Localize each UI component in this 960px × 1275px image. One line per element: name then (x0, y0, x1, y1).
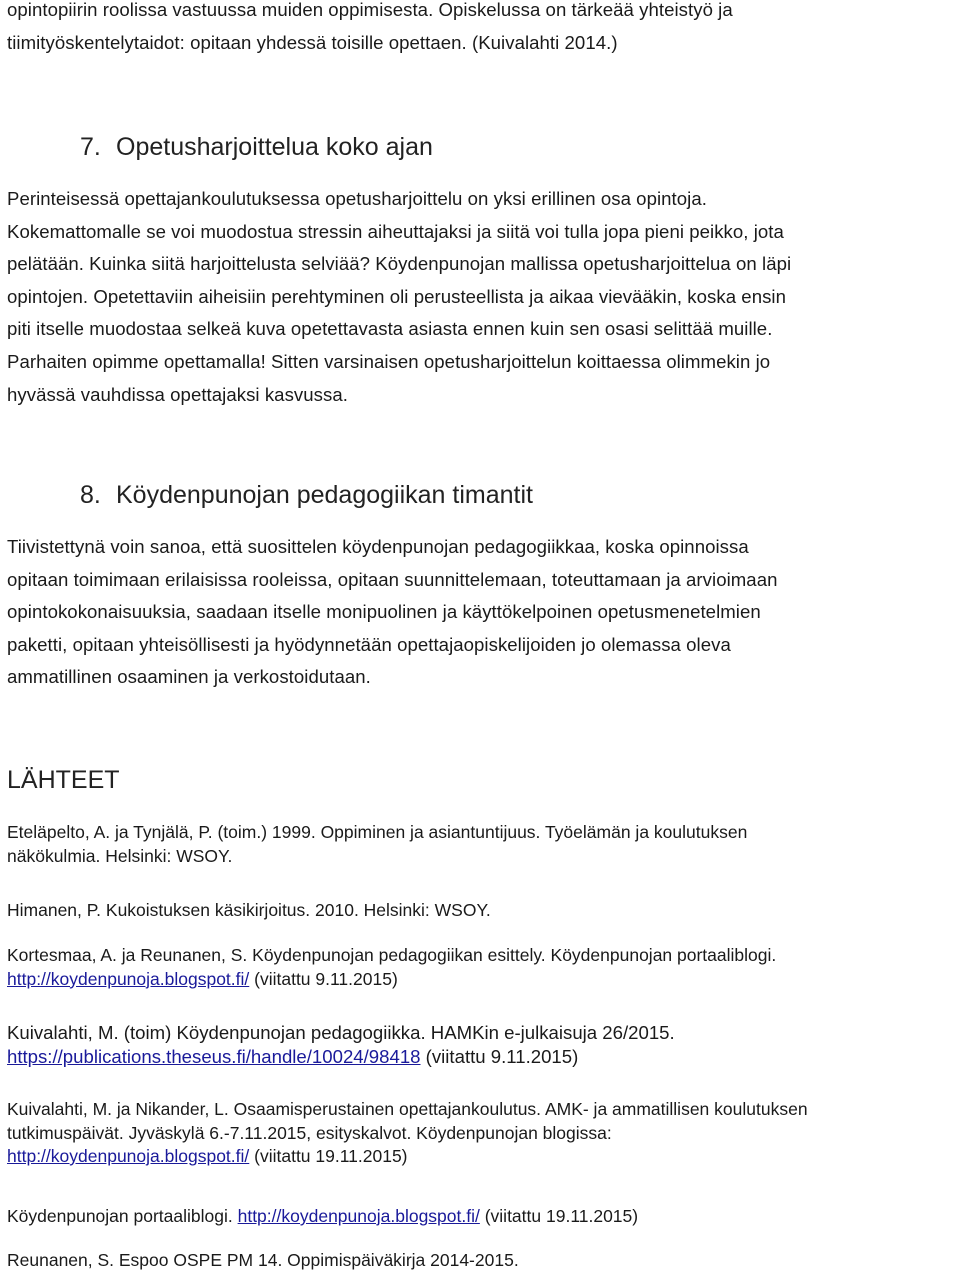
reference-item (7, 1249, 957, 1273)
reference-item (7, 821, 957, 868)
section-7-heading (80, 132, 940, 162)
text-line: Tiivistettynä voin sanoa, että suosittelen köydenpunojan pedagogiikkaa, koska opinnoissa (7, 536, 749, 557)
text-line: Kuivalahti, M. ja Nikander, L. Osaamisperustainen opettajankoulutus. AMK- ja ammatillisen koulutuksen (7, 1099, 808, 1119)
section-8-heading (80, 480, 940, 510)
top-paragraph (7, 0, 957, 59)
reference-item (7, 1021, 957, 1069)
section-number: 7. (80, 133, 101, 161)
reference-item (7, 1205, 957, 1229)
section-title: Köydenpunojan pedagogiikan timantit (116, 481, 533, 509)
text-line: pelätään. Kuinka siitä harjoittelusta selviää? Köydenpunojan mallissa opetusharjoittelua on läpi (7, 253, 792, 275)
reference-link[interactable]: https://publications.theseus.fi/handle/10024/98418 (7, 1046, 421, 1067)
text-line: Kortesmaa, A. ja Reunanen, S. Köydenpunojan pedagogiikan esittely. Köydenpunojan portaaliblogi. (7, 945, 777, 965)
text-line: opitaan toimimaan erilaisissa rooleissa, opitaan suunnittelemaan, toteuttamaan ja arvioimaan (7, 568, 778, 590)
section-title: Opetusharjoittelua koko ajan (116, 133, 433, 161)
text-line: hyvässä vauhdissa opettajaksi kasvussa. (7, 383, 348, 405)
text-line: Kokemattomalle se voi muodostua stressin aiheuttajaksi ja siitä voi tulla jopa pieni peikko, jota (7, 220, 784, 242)
section-number: 8. (80, 481, 101, 509)
text-line: Himanen, P. Kukoistuksen käsikirjoitus. 2010. Helsinki: WSOY. (7, 900, 491, 920)
reference-item (7, 944, 957, 991)
text-line: opintokokonaisuuksia, saadaan itselle monipuolinen ja käyttökelpoinen opetusmenetelmien (7, 601, 761, 623)
text-line: tiimityöskentelytaidot: opitaan yhdessä toisille opettaen. (Kuivalahti 2014.) (7, 31, 618, 53)
text-line: ammatillinen osaaminen ja verkostoidutaan. (7, 666, 371, 688)
text-line: paketti, opitaan yhteisöllisesti ja hyödynnetään opettajaopiskelijoiden jo olemassa oleva (7, 633, 731, 655)
text-line: Parhaiten opimme opettamalla! Sitten varsinaisen opetusharjoittelun koittaessa olimmekin jo (7, 350, 771, 372)
citation-date: (viitattu 9.11.2015) (249, 968, 398, 989)
section-8-paragraph (7, 531, 957, 694)
reference-item (7, 899, 957, 923)
reference-link[interactable]: http://koydenpunoja.blogspot.fi/ (7, 1146, 250, 1166)
text-line: Kuivalahti, M. (toim) Köydenpunojan pedagogiikka. HAMKin e-julkaisuja 26/2015. (7, 1022, 675, 1043)
section-7-paragraph (7, 183, 957, 411)
text-line: opintojen. Opetettaviin aiheisiin perehtyminen oli perusteellista ja aikaa vievääkin, koska ensin (7, 285, 787, 307)
reference-link[interactable]: http://koydenpunoja.blogspot.fi/ (7, 968, 250, 989)
text-line: näkökulmia. Helsinki: WSOY. (7, 845, 233, 866)
citation-date: (viitattu 19.11.2015) (479, 1206, 639, 1226)
references-heading: LÄHTEET (7, 766, 120, 794)
text-line: Eteläpelto, A. ja Tynjälä, P. (toim.) 1999. Oppiminen ja asiantuntijuus. Työelämän ja koulutuksen (7, 822, 748, 842)
text-line: opintopiirin roolissa vastuussa muiden oppimisesta. Opiskelussa on tärkeää yhteistyö ja (7, 0, 733, 20)
text-line: Reunanen, S. Espoo OSPE PM 14. Oppimispäiväkirja 2014-2015. (7, 1250, 519, 1270)
text-line: tutkimuspäivät. Jyväskylä 6.-7.11.2015, esityskalvot. Köydenpunojan blogissa: (7, 1122, 612, 1143)
citation-date: (viitattu 9.11.2015) (420, 1046, 579, 1067)
citation-date: (viitattu 19.11.2015) (249, 1146, 408, 1166)
text-line: Perinteisessä opettajankoulutuksessa opetusharjoittelu on yksi erillinen osa opintoja. (7, 188, 707, 209)
reference-item (7, 1098, 957, 1169)
reference-link[interactable]: http://koydenpunoja.blogspot.fi/ (237, 1206, 480, 1226)
text-line: piti itselle muodostaa selkeä kuva opetettavasta asiasta ennen kuin sen osasi selittää muille. (7, 318, 773, 340)
text-line: Köydenpunojan portaaliblogi. (7, 1206, 238, 1226)
